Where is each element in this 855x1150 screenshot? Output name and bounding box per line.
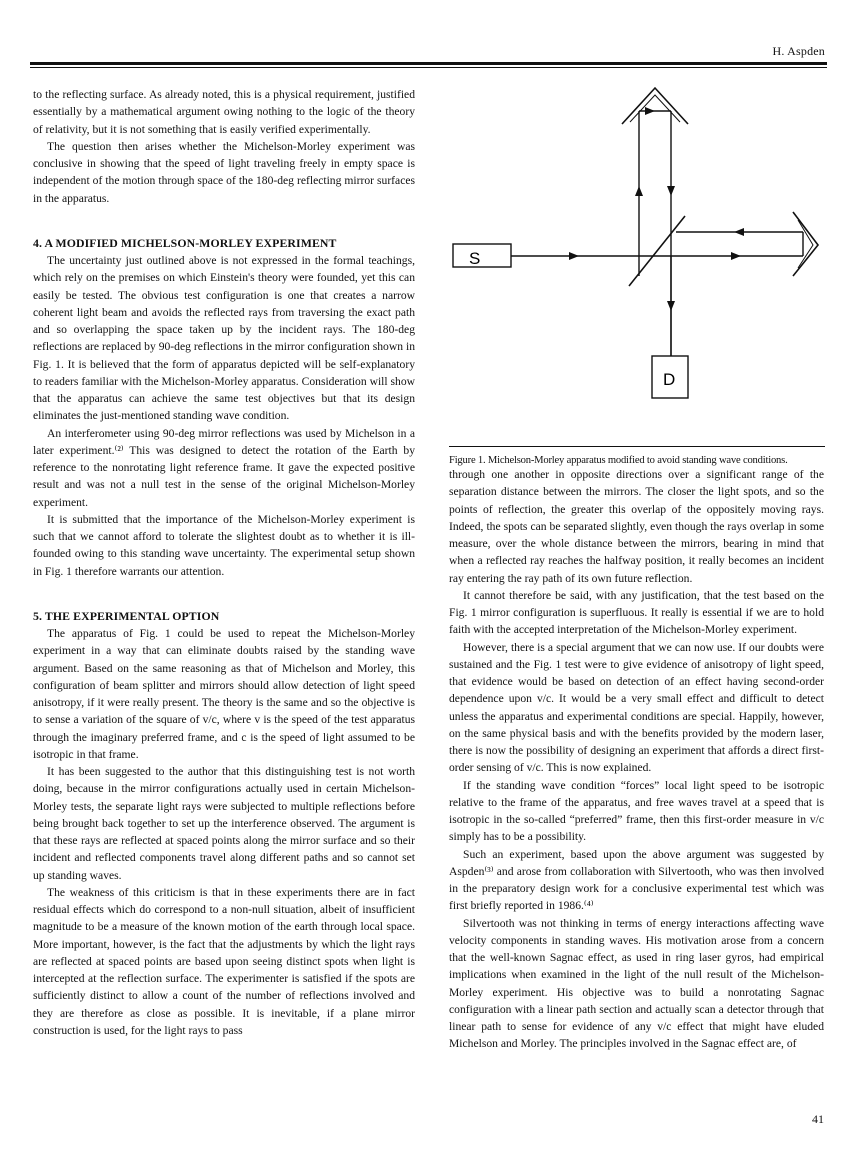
detector-label: D — [663, 370, 676, 389]
paragraph: through one another in opposite directions over a significant range of the separation distance between the mirrors. The closer the light spots, and so the points of reflection, the greater this overlap of the oppositely moving rays. Indeed, the spots can be separated slightly, even though the rays overlap in some measure, over the whole distance between the mirrors, bearing in mind that when a reflected ray reaches the halfway position, it really becomes an incident ray entering the ray path of its own future reflection. — [449, 468, 824, 585]
top-corner-mirror — [622, 88, 688, 124]
source-label: S — [469, 249, 481, 268]
source-box — [453, 244, 511, 267]
paragraph: to the reflecting surface. As already noted, this is a physical requirement, justified essentially by a mathematical argument owing nothing to the logic of the theory of relativity, but it is not something that is easily verified experimentally. — [33, 88, 415, 136]
running-head: H. Aspden — [772, 44, 825, 58]
right-column — [449, 466, 824, 1053]
paragraph: However, there is a special argument that we can now use. If our doubts were sustained and the Fig. 1 test were to give evidence of anisotropy of light speed, that evidence would be based on detection of an effect having second-order dependence upon v/c. It would be a very small effect and difficult to detect unless the apparatus and experimental conditions are special. Happily, however, on the same physical basis and with the benefits provided by the modern laser, there is now the possibility of designing an experiment that affords a direct first-order sensing of v/c. This is now explained. — [449, 640, 824, 775]
arrow-out-right — [731, 252, 741, 260]
section-heading-4: 4. A MODIFIED MICHELSON-MORLEY EXPERIMENT — [33, 235, 337, 250]
paragraph: An interferometer using 90-deg mirror reflections was used by Michelson in a later experiment.⁽²⁾ This was designed to detect the rotation of the Earth by reference to the nonrotating light reference frame. It gave the expected positive result and was not a null test in the sense of the original Michelson-Morley experiment. — [33, 426, 415, 509]
paragraph: The apparatus of Fig. 1 could be used to repeat the Michelson-Morley experiment in a way that can eliminate doubts raised by the standing wave argument. Based on the same reasoning as that of Michelson and Morley, this configuration of beam splitter and mirrors should allow detection of light speed anisotropy, if it were really present. The theory is the same and so the objective is to sense a variation of the square of v/c, where v is the speed of the test apparatus through the imaginary preferred frame, and c is the speed of light assumed to be isotropic in that frame. — [33, 627, 415, 761]
arrow-return-left — [734, 228, 744, 236]
paragraph: The uncertainty just outlined above is not expressed in the formal teachings, which rely on the premises on which Einstein's theory were founded, yet this can easily be tested. The obvious test configuration is one that creates a narrow coherent light beam and avoids the reflected rays from traversing the exact path and so overlapping the space taken up by the incident rays. The 180-deg reflections are replaced by 90-deg reflections in the mirror configuration shown in Fig. 1. It is believed that the form of apparatus depicted will be self-explanatory to readers familiar with the Michelson-Morley apparatus. Consideration will show that the apparatus can achieve the same test objectives but that its design eliminates the just-mentioned standing wave condition. — [33, 254, 415, 423]
paragraph: The weakness of this criticism is that in these experiments there are in fact residual effects which do correspond to a non-null situation, albeit of insufficient magnitude to be a measure of the known motion of the earth through local space. More important, however, is the fact that the adjustments by which the light rays are reflected at spaced points are based upon seeing distinct spots when light is intercepted at the reflection surface. The experimenter is satisfied if the spots are sufficiently distinct to allow a count of the number of reflections involved and they are therefore as close as possible. It is inevitable, if a plane mirror construction is used, for the light rays to pass — [33, 885, 415, 1037]
paragraph: It is submitted that the importance of the Michelson-Morley experiment is such that we cannot afford to tolerate the slightest doubt as to whether it is ill-founded owing to this standing wave uncertainty. The experimental setup shown in Fig. 1 therefore warrants our attention. — [33, 512, 415, 578]
paragraph: The question then arises whether the Michelson-Morley experiment was conclusive in showing that the speed of light traveling freely in empty space is independent of the motion through space of the 180-deg reflecting mirror surfaces in the apparatus. — [33, 139, 415, 205]
figure-1 — [449, 86, 824, 446]
header-rule-thin — [30, 67, 827, 68]
paragraph: It cannot therefore be said, with any justification, that the test based on the Fig. 1 mirror configuration is superfluous. It really is essential if we are to hold faith with the accepted interpretation of the Michelson-Morley experiment. — [449, 588, 824, 637]
beam-splitter — [629, 216, 685, 286]
arrow-source — [569, 252, 579, 260]
figure-caption: Figure 1. Michelson-Morley apparatus modified to avoid standing wave conditions. — [449, 455, 788, 466]
paragraph: If the standing wave condition “forces” local light speed to be isotropic relative to the frame of the apparatus, and free waves travel at a speed that is isotropic in the so-called “preferred” frame, then this first-order measure in v/c simply has to be a possibility. — [449, 778, 824, 844]
arrow-down — [667, 186, 675, 196]
right-corner-mirror — [793, 212, 818, 276]
arrow-to-detector — [667, 301, 675, 311]
header-rule-thick — [30, 62, 827, 65]
arrow-top — [645, 107, 655, 115]
section-heading-5: 5. THE EXPERIMENTAL OPTION — [33, 608, 220, 623]
paragraph: It has been suggested to the author that this distinguishing test is not worth doing, because in the mirror configurations actually used in certain Michelson-Morley tests, the separate light rays were subjected to multiple reflections before being brought back together to set up the interference observed. The argument is that these rays are reflected at spaced points along the mirror surface and so their incident and reflected components travel along different paths and so cannot set up standing waves. — [33, 765, 415, 882]
left-column — [33, 86, 415, 1039]
figure-1-diagram — [449, 86, 824, 446]
paragraph: Silvertooth was not thinking in terms of energy interactions affecting wave velocity components in standing waves. His motivation arose from a concern that the well-known Sagnac effect, as used in ring laser gyros, had empirical implications when examined in the light of the null result of the Michelson-Morley experiment. His objective was to build a nonrotating Sagnac configuration with a linear path section and actually scan a detector through that linear path to sense for evidence of any v/c effect that might have eluded Michelson and Morley. The principles involved in the Sagnac effect are, of — [449, 916, 824, 1051]
page-number: 41 — [812, 1112, 824, 1126]
figure-rule — [449, 446, 825, 447]
arrow-up — [635, 186, 643, 196]
paragraph: Such an experiment, based upon the above argument was suggested by Aspden⁽³⁾ and arose from collaboration with Silvertooth, who was then involved in the preparatory design work for a conclusive experimental test which was first briefly reported in 1986.⁽⁴⁾ — [449, 847, 824, 913]
